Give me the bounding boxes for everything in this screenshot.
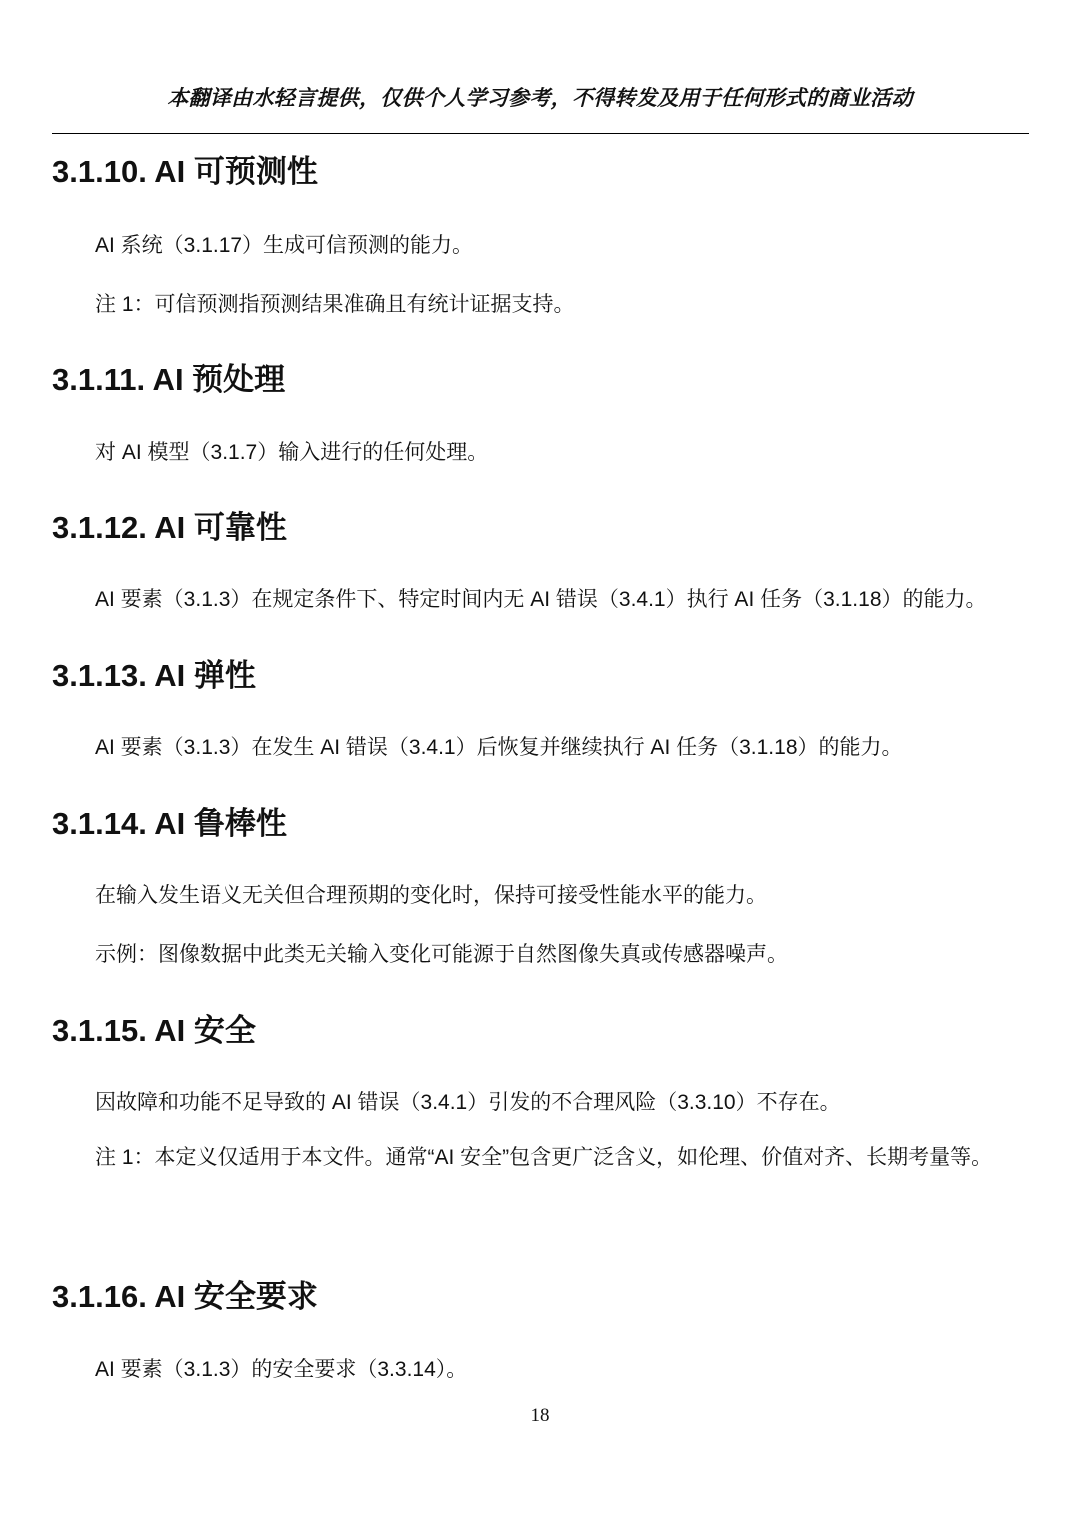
section-heading-3-1-10: 3.1.10. AI 可预测性	[52, 154, 318, 189]
page-number: 18	[530, 1405, 550, 1426]
section-heading-3-1-12: 3.1.12. AI 可靠性	[52, 510, 287, 545]
definition-text: 因故障和功能不足导致的 AI 错误（3.4.1）引发的不合理风险（3.3.10）不存在。	[95, 1091, 841, 1114]
section-heading-3-1-14: 3.1.14. AI 鲁棒性	[52, 806, 287, 841]
section-heading-3-1-15: 3.1.15. AI 安全	[52, 1013, 256, 1048]
section-heading-3-1-13: 3.1.13. AI 弹性	[52, 658, 256, 693]
definition-text: 在输入发生语义无关但合理预期的变化时，保持可接受性能水平的能力。	[95, 884, 767, 907]
definition-text: 对 AI 模型（3.1.7）输入进行的任何处理。	[95, 441, 489, 464]
header-divider	[52, 133, 1029, 134]
note-text: 注 1：本定义仅适用于本文件。通常“AI 安全”包含更广泛含义，如伦理、价值对齐、长期考量等。	[95, 1146, 993, 1169]
section-heading-3-1-11: 3.1.11. AI 预处理	[52, 362, 286, 397]
definition-text: AI 要素（3.1.3）在规定条件下、特定时间内无 AI 错误（3.4.1）执行 AI 任务（3.1.18）的能力。	[95, 588, 987, 611]
section-heading-3-1-16: 3.1.16. AI 安全要求	[52, 1279, 318, 1314]
example-text: 示例：图像数据中此类无关输入变化可能源于自然图像失真或传感器噪声。	[95, 943, 788, 966]
note-text: 注 1：可信预测指预测结果准确且有统计证据支持。	[95, 293, 575, 316]
definition-text: AI 要素（3.1.3）在发生 AI 错误（3.4.1）后恢复并继续执行 AI 任务（3.1.18）的能力。	[95, 736, 903, 759]
definition-text: AI 系统（3.1.17）生成可信预测的能力。	[95, 234, 474, 257]
translation-disclaimer: 本翻译由水轻言提供，仅供个人学习参考，不得转发及用于任何形式的商业活动	[167, 87, 913, 110]
definition-text: AI 要素（3.1.3）的安全要求（3.3.14）。	[95, 1358, 468, 1381]
